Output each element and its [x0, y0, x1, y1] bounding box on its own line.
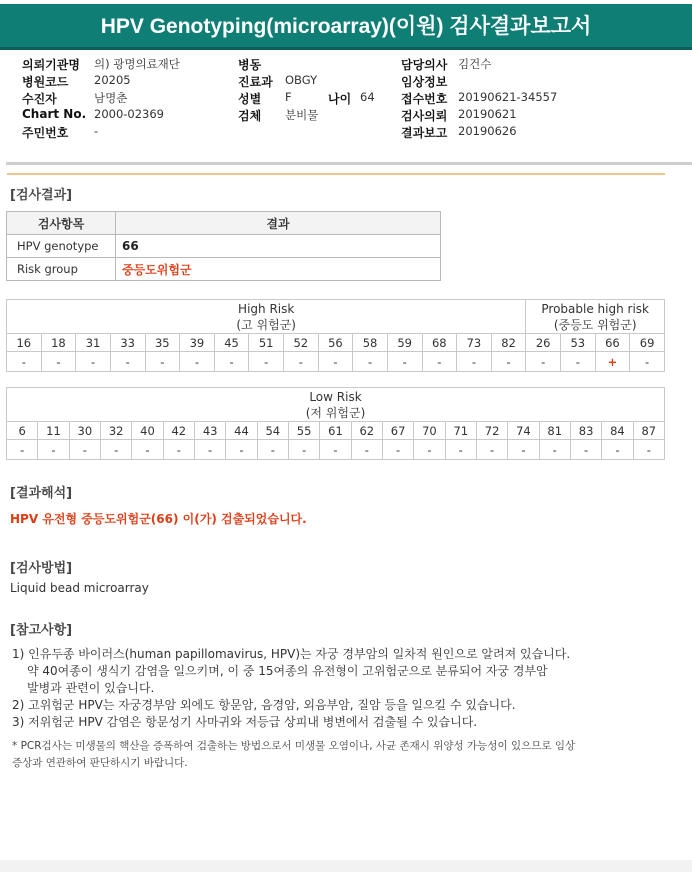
genotype-cell: 83 — [570, 422, 601, 440]
genotype-cell: 33 — [110, 334, 145, 352]
department-value: OBGY — [285, 73, 318, 87]
genotype-result-cell: - — [163, 440, 194, 460]
genotype-result-cell: - — [422, 352, 457, 372]
genotype-cell: 87 — [633, 422, 664, 440]
genotype-cell: 73 — [457, 334, 492, 352]
genotype-result-cell: - — [630, 352, 665, 372]
doctor-label: 담당의사 — [401, 58, 448, 72]
genotype-row — [7, 334, 665, 352]
genotype-result-cell: - — [320, 440, 351, 460]
genotype-result-cell: - — [180, 352, 215, 372]
genotype-result-cell: - — [387, 352, 422, 372]
probable-risk-header — [526, 300, 665, 334]
report-date-label: 결과보고 — [401, 126, 448, 140]
genotype-cell: 66 — [595, 334, 630, 352]
genotype-cell: 30 — [69, 422, 100, 440]
genotype-cell: 11 — [38, 422, 69, 440]
notes-section-title: [참고사항] — [10, 623, 73, 638]
genotype-cell: 81 — [539, 422, 570, 440]
genotype-cell: 68 — [422, 334, 457, 352]
genotype-result-cell: - — [194, 440, 225, 460]
genotype-cell: 71 — [445, 422, 476, 440]
divider — [6, 162, 692, 165]
results-col-item: 검사항목 — [7, 212, 116, 235]
genotype-result-cell: - — [445, 440, 476, 460]
age-value: 64 — [360, 90, 375, 104]
genotype-cell: 42 — [163, 422, 194, 440]
request-date-value: 20190621 — [458, 107, 517, 121]
genotype-result-cell: - — [633, 440, 664, 460]
genotype-result-cell: - — [457, 352, 492, 372]
genotype-cell: 69 — [630, 334, 665, 352]
genotype-cell: 26 — [526, 334, 561, 352]
genotype-result-cell: - — [353, 352, 388, 372]
note-line: 2) 고위험군 HPV는 자궁경부암 외에도 항문암, 음경암, 외음부암, 질암 등을 일으킬 수 있습니다. — [12, 698, 516, 712]
genotype-row — [7, 422, 665, 440]
genotype-result-cell: - — [526, 352, 561, 372]
risk-group-value: 중등도위험군 — [116, 258, 441, 281]
notes-list — [12, 646, 570, 731]
institution-value: 의) 광명의료재단 — [94, 57, 180, 71]
request-date-label: 검사의뢰 — [401, 109, 448, 123]
result-row — [7, 352, 665, 372]
genotype-value: 66 — [116, 235, 441, 258]
genotype-result-cell: - — [226, 440, 257, 460]
low-risk-label: Low Risk — [309, 389, 362, 404]
genotype-result-cell: - — [491, 352, 526, 372]
genotype-result-cell: - — [41, 352, 76, 372]
genotype-result-cell: - — [110, 352, 145, 372]
method-section-title: [검사방법] — [10, 561, 73, 576]
genotype-cell: 51 — [249, 334, 284, 352]
genotype-cell: 58 — [353, 334, 388, 352]
genotype-result-cell: - — [7, 352, 42, 372]
genotype-result-cell: - — [284, 352, 319, 372]
genotype-cell: 43 — [194, 422, 225, 440]
page-footer-band — [0, 860, 692, 872]
footnote — [12, 738, 575, 772]
risk-group-name: Risk group — [7, 258, 116, 281]
genotype-cell: 55 — [288, 422, 319, 440]
interpretation-text: HPV 유전형 중등도위험군(66) 이(가) 검출되었습니다. — [10, 512, 307, 526]
genotype-cell: 54 — [257, 422, 288, 440]
result-row — [7, 440, 665, 460]
age-label: 나이 — [328, 92, 352, 106]
genotype-cell: 53 — [561, 334, 596, 352]
genotype-cell: 45 — [214, 334, 249, 352]
department-label: 진료과 — [238, 75, 273, 89]
results-table — [6, 211, 441, 281]
high-risk-label: High Risk — [238, 301, 295, 316]
genotype-cell: 61 — [320, 422, 351, 440]
genotype-result-cell: - — [100, 440, 131, 460]
note-line: 약 40여종이 생식기 감염을 일으키며, 이 중 15여종의 유전형이 고위험군으로 분류되어 자궁 경부암 — [27, 664, 548, 678]
genotype-cell: 18 — [41, 334, 76, 352]
hospital-code-value: 20205 — [94, 73, 131, 87]
results-section-title: [검사결과] — [10, 188, 73, 203]
high-risk-sublabel: (고 위험군) — [236, 317, 296, 332]
genotype-cell: 44 — [226, 422, 257, 440]
specimen-value: 분비물 — [285, 108, 319, 122]
genotype-cell: 31 — [76, 334, 111, 352]
genotype-result-cell: - — [38, 440, 69, 460]
footnote-line: 증상과 연관하여 판단하시기 바랍니다. — [12, 757, 188, 769]
genotype-result-cell: - — [69, 440, 100, 460]
results-col-result: 결과 — [116, 212, 441, 235]
genotype-result-cell: - — [257, 440, 288, 460]
genotype-result-cell: - — [602, 440, 633, 460]
genotype-result-cell: - — [570, 440, 601, 460]
genotype-cell: 62 — [351, 422, 382, 440]
genotype-name: HPV genotype — [7, 235, 116, 258]
patient-info-block — [0, 56, 692, 141]
low-risk-table — [6, 387, 665, 460]
genotype-result-cell: - — [214, 352, 249, 372]
genotype-result-cell: - — [539, 440, 570, 460]
resident-no-value: - — [94, 124, 99, 138]
method-text: Liquid bead microarray — [10, 581, 149, 595]
genotype-cell: 39 — [180, 334, 215, 352]
chart-no-value: 2000-02369 — [94, 107, 164, 121]
low-risk-sublabel: (저 위험군) — [305, 405, 366, 420]
genotype-cell: 84 — [602, 422, 633, 440]
table-row — [7, 258, 441, 281]
genotype-result-cell: - — [145, 352, 180, 372]
sex-label: 성별 — [238, 92, 262, 106]
report-title: HPV Genotyping(microarray)(이원) 검사결과보고서 — [0, 4, 692, 50]
genotype-cell: 6 — [7, 422, 38, 440]
sex-value: F — [285, 90, 292, 104]
genotype-cell: 32 — [100, 422, 131, 440]
ward-label: 병동 — [238, 58, 262, 72]
genotype-result-cell: + — [595, 352, 630, 372]
probable-risk-label: Probable high risk — [541, 301, 649, 316]
patient-value: 남명춘 — [94, 91, 128, 105]
genotype-result-cell: - — [382, 440, 413, 460]
institution-label: 의뢰기관명 — [22, 58, 80, 72]
genotype-result-cell: - — [288, 440, 319, 460]
genotype-result-cell: - — [76, 352, 111, 372]
divider — [7, 173, 665, 175]
note-line: 1) 인유두종 바이러스(human papillomavirus, HPV)는 자궁 경부암의 일차적 원인으로 알려져 있습니다. — [12, 647, 571, 661]
genotype-result-cell: - — [414, 440, 445, 460]
genotype-cell: 74 — [508, 422, 539, 440]
patient-label: 수진자 — [22, 92, 57, 106]
genotype-cell: 70 — [414, 422, 445, 440]
genotype-cell: 67 — [382, 422, 413, 440]
genotype-cell: 72 — [476, 422, 507, 440]
genotype-result-cell: - — [249, 352, 284, 372]
doctor-value: 김건수 — [458, 57, 492, 71]
genotype-result-cell: - — [318, 352, 353, 372]
high-risk-table — [6, 299, 665, 372]
low-risk-header — [7, 388, 665, 422]
genotype-cell: 82 — [491, 334, 526, 352]
hospital-code-label: 병원코드 — [22, 75, 69, 89]
genotype-cell: 16 — [7, 334, 42, 352]
interpretation-section-title: [결과해석] — [10, 486, 73, 501]
probable-risk-sublabel: (중등도 위험군) — [553, 317, 637, 332]
genotype-cell: 56 — [318, 334, 353, 352]
genotype-result-cell: - — [476, 440, 507, 460]
clinical-info-label: 임상정보 — [401, 75, 448, 89]
genotype-cell: 35 — [145, 334, 180, 352]
genotype-result-cell: - — [508, 440, 539, 460]
specimen-label: 검체 — [238, 109, 262, 123]
chart-no-label: Chart No. — [22, 107, 87, 121]
genotype-result-cell: - — [351, 440, 382, 460]
genotype-result-cell: - — [561, 352, 596, 372]
receipt-no-label: 접수번호 — [401, 92, 448, 106]
genotype-result-cell: - — [7, 440, 38, 460]
high-risk-header — [7, 300, 526, 334]
genotype-cell: 59 — [387, 334, 422, 352]
report-date-value: 20190626 — [458, 124, 517, 138]
genotype-cell: 40 — [132, 422, 163, 440]
footnote-line: * PCR검사는 미생물의 핵산을 증폭하여 검출하는 방법으로서 미생물 오염이나, 사균 존재시 위양성 가능성이 있으므로 임상 — [12, 740, 576, 752]
note-line: 3) 저위험군 HPV 감염은 항문성기 사마귀와 저등급 상피내 병변에서 검출될 수 있습니다. — [12, 715, 478, 729]
table-row — [7, 235, 441, 258]
receipt-no-value: 20190621-34557 — [458, 90, 558, 104]
genotype-result-cell: - — [132, 440, 163, 460]
note-line: 발병과 관련이 있습니다. — [27, 681, 155, 695]
genotype-cell: 52 — [284, 334, 319, 352]
resident-no-label: 주민번호 — [22, 126, 69, 140]
